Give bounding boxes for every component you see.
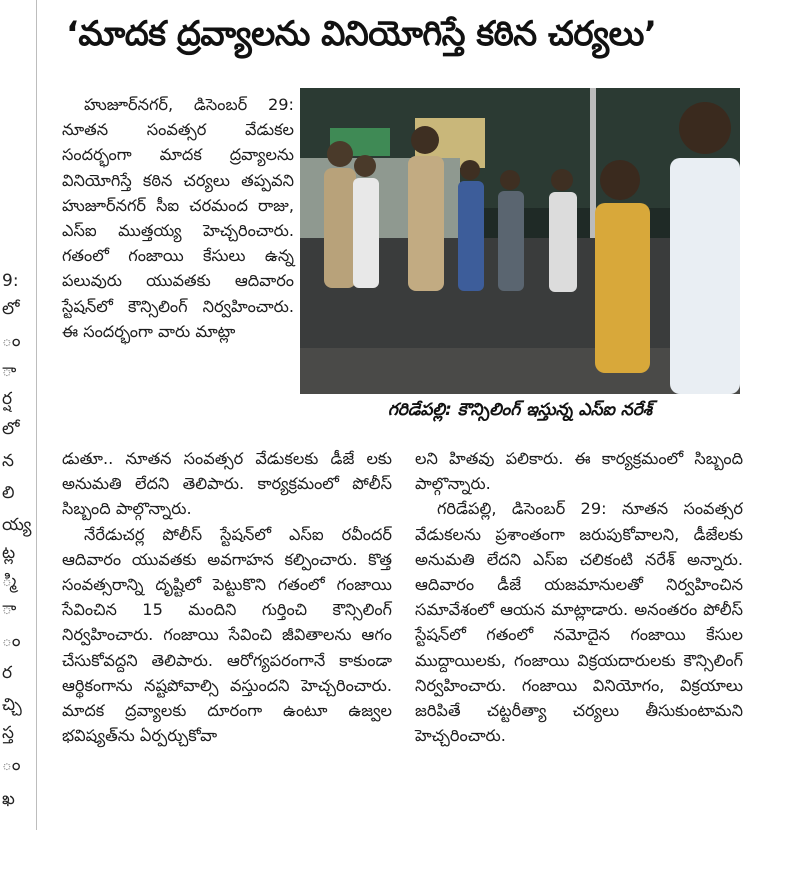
news-photo (300, 88, 740, 394)
police-counselling-photo (300, 88, 740, 394)
fragment-text: లి (2, 483, 15, 503)
fragment-text: ఖ (2, 789, 15, 809)
fragment-text: ా (2, 599, 17, 619)
fragment-text: ర్ష (2, 389, 13, 409)
paragraph: హుజూర్‌నగర్, డిసెంబర్ 29: నూతన సంవత్సర వేడుకల సందర్భంగా మాదక ద్రవ్యాలను వినియోగిస్తే కఠిన చర్యలు తప్పవని హుజూర్‌నగర్ సీఐ చరమంద రాజు, ఎస్‌ఐ ముత్తయ్య హెచ్చరించారు. గతంలో గంజాయి కేసులు ఉన్న పలువురు యువతకు ఆదివారం స్టేషన్‌లో కౌన్సిలింగ్ నిర్వహించారు. ఈ సందర్భంగా వారు మాట్లా (62, 95, 294, 341)
paragraph: లని హితవు పలికారు. ఈ కార్యక్రమంలో సిబ్బంది పాల్గొన్నారు. (415, 449, 743, 494)
headline: ‘మాదక ద్రవ్యాలను వినియోగిస్తే కఠిన చర్యలు’ (66, 14, 657, 54)
article-column-2 (62, 446, 392, 748)
adjacent-column-fragment (0, 0, 32, 892)
paragraph: నేరేడుచర్ల పోలీస్ స్టేషన్‌లో ఎస్‌ఐ రవీందర్ ఆదివారం యువతకు అవగాహన కల్పించారు. కొత్త సంవత్సరాన్ని దృష్టిలో పెట్టుకొని గతంలో గంజాయి సేవించిన 15 మందిని గుర్తించి కౌన్సిలింగ్ నిర్వహించారు. గంజాయి సేవించి జీవితాలను ఆగం చేసుకోవద్దని తెలిపారు. ఆరోగ్యపరంగానే కాకుండా ఆర్థికంగాను నష్టపోవాల్సి వస్తుందని హెచ్చరించారు. మాదక ద్రవ్యాలకు దూరంగా ఉంటూ ఉజ్వల భవిష్యత్‌ను ఏర్పర్చుకోవా (62, 524, 392, 746)
photo-caption: గరిడేపల్లి: కౌన్సిలింగ్ ఇస్తున్న ఎస్‌ఐ నరేశ్ (387, 400, 653, 420)
fragment-text: న (2, 451, 14, 471)
fragment-text: ం (2, 755, 21, 775)
fragment-text: ్మి (2, 571, 17, 591)
fragment-text: లో (2, 299, 20, 319)
column-divider (36, 0, 37, 830)
fragment-text: ట్ల (2, 543, 16, 563)
fragment-text: చ్చి (2, 695, 22, 715)
fragment-text: లో (2, 419, 20, 439)
fragment-text: 9: (2, 271, 19, 291)
fragment-text: ం (2, 631, 21, 651)
fragment-text: ర (2, 663, 13, 683)
article-column-3 (415, 446, 743, 748)
fragment-text: ం (2, 331, 21, 351)
paragraph: గరిడేపల్లి, డిసెంబర్ 29: నూతన సంవత్సర వేడుకలను ప్రశాంతంగా జరుపుకోవాలని, డీజేలకు అనుమతి లేదని ఎస్‌ఐ చలికంటి నరేశ్ అన్నారు. ఆదివారం డీజే యజమానులతో నిర్వహించిన సమావేశంలో ఆయన మాట్లాడారు. అనంతరం పోలీస్ స్టేషన్‌లో గతంలో నమోదైన గంజాయి కేసుల ముద్దాయిలకు, గంజాయి విక్రయదారులకు కౌన్సిలింగ్ నిర్వహించారు. గంజాయి వినియోగం, విక్రయాలు జరిపితే చట్టరీత్యా చర్యలు తీసుకుంటామని హెచ్చరించారు. (415, 499, 743, 746)
fragment-text: స్త (2, 723, 14, 743)
article-column-1 (62, 92, 294, 344)
fragment-text: య్య (2, 515, 32, 535)
paragraph: డుతూ.. నూతన సంవత్సర వేడుకలకు డీజే లకు అనుమతి లేదని తెలిపారు. కార్యక్రమంలో పోలీస్ సిబ్బంది పాల్గొన్నారు. (62, 449, 392, 519)
fragment-text: ా (2, 361, 17, 381)
